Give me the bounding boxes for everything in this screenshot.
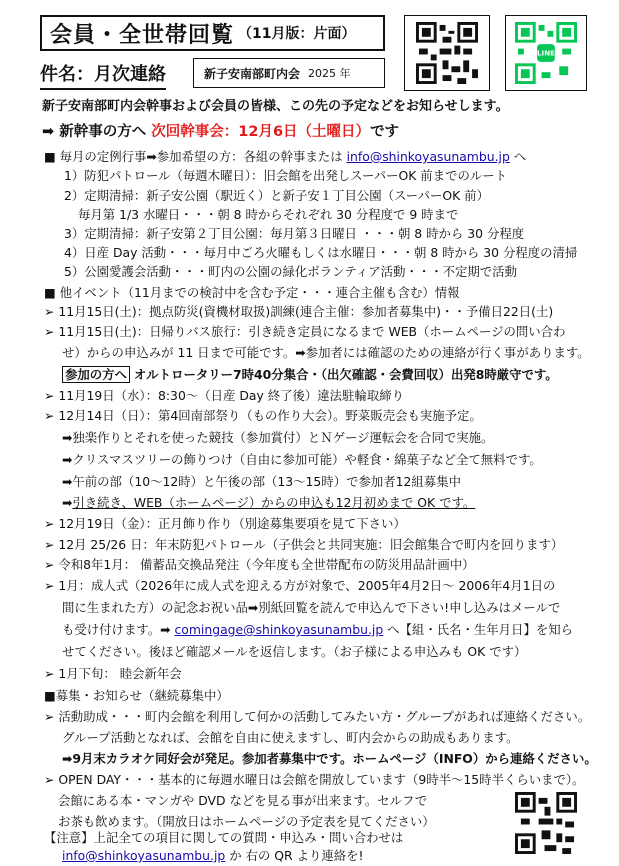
comingage-email-link[interactable]: comingage@shinkoyasunambu.jp (174, 622, 384, 637)
recruit-karaoke: ➡9月末カラオケ同好会が発足。参加者募集中です。ホームページ（INFO）から連絡ください。 (62, 751, 597, 766)
arrow-right-icon: ➡ (42, 124, 55, 140)
event-stockpile: ➢ 令和8年1月： 備蓄品交換品発注（今年度も全世帯配布の防災用品計画中） (44, 557, 475, 572)
event-drill: ➢ 11月15日(土)：拠点防災(資機材取扱)訓練(連合主催：参加者募集中)・・予備日22日(土) (44, 304, 554, 319)
regular-item-2: 2）定期清掃：新子安公園（駅近く）と新子安１丁目公園（スーパーOK 前） (64, 188, 489, 203)
event-bus-trip: ➢ 11月15日(土)：日帰りバス旅行：引き続き定員になるまで WEB（ホームページの問い合わ (44, 324, 566, 339)
subject-line: 件名：月次連絡 (40, 60, 166, 90)
next-meeting-date: 次回幹事会：12月6日（土曜日） (151, 124, 371, 140)
footer-note: 【注意】上記全ての項目に関しての質問・申込み・問い合わせは (44, 830, 404, 845)
info-email-link[interactable]: info@shinkoyasunambu.jp (346, 149, 510, 164)
footer-contact-suffix: か 右の QR より連絡を! (229, 848, 364, 863)
recruit-heading: ■募集・お知らせ（継続募集中） (44, 688, 229, 703)
regular-item-5: 5）公園愛護会活動・・・町内の公園の緑化ボランティア活動・・・不定期で活動 (64, 264, 517, 279)
event-festival-4: ➡午前の部（10～12時）と午後の部（13～15時）で参加者12組募集中 (62, 474, 461, 489)
event-bus-trip-2: せ）からの申込みが 11 日まで可能です。➡参加者には確認のための連絡が行く事があります。 (62, 345, 590, 360)
org-box (193, 58, 385, 88)
event-coming-of-age-pre: も受け付けます。➡ (62, 622, 171, 637)
edition-label: （11月版：片面） (238, 26, 356, 42)
recruit-activity: ➢ 活動助成・・・町内会館を利用して何かの活動してみたい方・グループがあれば連絡ください。 (44, 709, 591, 724)
regular-heading-text: ■ 毎月の定例行事➡参加希望の方：各組の幹事または (44, 149, 343, 164)
event-festival: ➢ 12月14日（日）：第4回南部祭り（もの作り大会）。野菜販売会も実施予定。 (44, 408, 482, 423)
next-meeting-suffix: です (370, 124, 400, 140)
line-qr-code-icon (515, 22, 577, 84)
qr-code-contact[interactable] (515, 792, 577, 854)
org-year: 2025 年 (308, 67, 351, 80)
event-bus-trip-3 (62, 365, 558, 385)
event-year-end-patrol: ➢ 12月 25/26 日：年末防犯パトロール（子供会と共同実施：旧会館集合で町内を回ります） (44, 537, 564, 552)
footer-email-link[interactable]: info@shinkoyasunambu.jp (62, 848, 226, 863)
org-name: 新子安南部町内会 (204, 66, 301, 81)
event-coming-of-age-2: 間に生まれた方）の記念お祝い品➡別紙回覧を読んで申込んで下さい!申し込みはメールで (62, 600, 561, 615)
svg-text:LINE: LINE (537, 48, 555, 58)
recruit-open-day-3: お茶も飲めます。（開放日はホームページの予定表を見てください） (58, 814, 435, 829)
footer-contact (62, 846, 364, 866)
event-festival-2: ➡独楽作りとそれを使った競技（参加賞付）とＮゲージ運転会を合同で実施。 (62, 430, 494, 445)
qr-code-icon (416, 22, 478, 84)
document-title: 会員・全世帯回覧 (50, 22, 235, 48)
regular-heading-suffix: へ (513, 149, 527, 164)
regular-item-4: 4）日産 Day 活動・・・毎月中ごろ火曜もしくは水曜日・・・朝 8 時から 30 分程度の清掃 (64, 245, 578, 260)
event-coming-of-age-4: せてください。後ほど確認メールを返信します。（お子様による申込みも OK です） (62, 644, 527, 659)
event-new-year-party: ➢ 1月下旬： 睦会新年会 (44, 666, 182, 681)
event-festival-3: ➡クリスマスツリーの飾りつけ（自由に参加可能）や軽食・綿菓子など全て無料です。 (62, 452, 542, 467)
event-bus-trip-meet: オルトロータリー7時40分集合・（出欠確認・会費回収）出発8時厳守です。 (133, 367, 558, 382)
event-festival-5 (62, 493, 475, 513)
recruit-open-day-2: 会館にある本・マンガや DVD などを見る事が出来ます。セルフで (58, 793, 428, 808)
recruit-activity-2: グループ活動となれば、会館を自由に使えますし、町内会からの助成もあります。 (62, 730, 519, 745)
event-coming-of-age-post: へ【組・氏名・生年月日】を知ら (387, 622, 574, 637)
regular-heading (44, 147, 526, 167)
event-bike-patrol: ➢ 11月19日（水）：8:30～（日産 Day 終了後）違法駐輪取締り (44, 388, 405, 403)
title-box (40, 15, 385, 51)
participants-tag: 参加の方へ (62, 366, 130, 383)
events-heading: ■ 他イベント（11月までの検討中を含む予定・・・連合主催も含む）情報 (44, 285, 460, 300)
recruit-open-day: ➢ OPEN DAY・・・基本的に毎週水曜日は会館を開放しています（9時半～15時半くらいまで）。 (44, 772, 585, 787)
regular-item-2-detail: 毎月第 1/3 水曜日・・・朝 8 時からそれぞれ 30 分程度で 9 時まで (78, 207, 459, 222)
next-meeting-line (42, 121, 399, 143)
event-coming-of-age-3 (62, 620, 573, 640)
arrow-right-icon: ➡ (62, 495, 73, 510)
next-meeting-prefix: 新幹事の方へ (59, 124, 147, 140)
regular-item-1: 1）防犯パトロール（毎週木曜日）：旧会館を出発しスーパーOK 前までのルート (64, 168, 508, 183)
event-festival-web: 引き続き、WEB（ホームページ）からの申込も12月初めまで OK です。 (72, 495, 476, 510)
regular-item-3: 3）定期清掃：新子安第２丁目公園：毎月第３日曜日 ・・・朝 8 時から 30 分程度 (64, 226, 525, 241)
intro-text: 新子安南部町内会幹事および会員の皆様、この先の予定などをお知らせします。 (42, 99, 509, 114)
event-new-year-decor: ➢ 12月19日（金）：正月飾り作り（別途募集要項を見て下さい） (44, 516, 406, 531)
qr-code-line[interactable] (505, 15, 587, 91)
event-coming-of-age: ➢ 1月：成人式（2026年に成人式を迎える方が対象で、2005年4月2日～ 2006年4月1日の (44, 578, 556, 593)
qr-code-icon (515, 792, 577, 854)
qr-code-website[interactable] (404, 15, 490, 91)
